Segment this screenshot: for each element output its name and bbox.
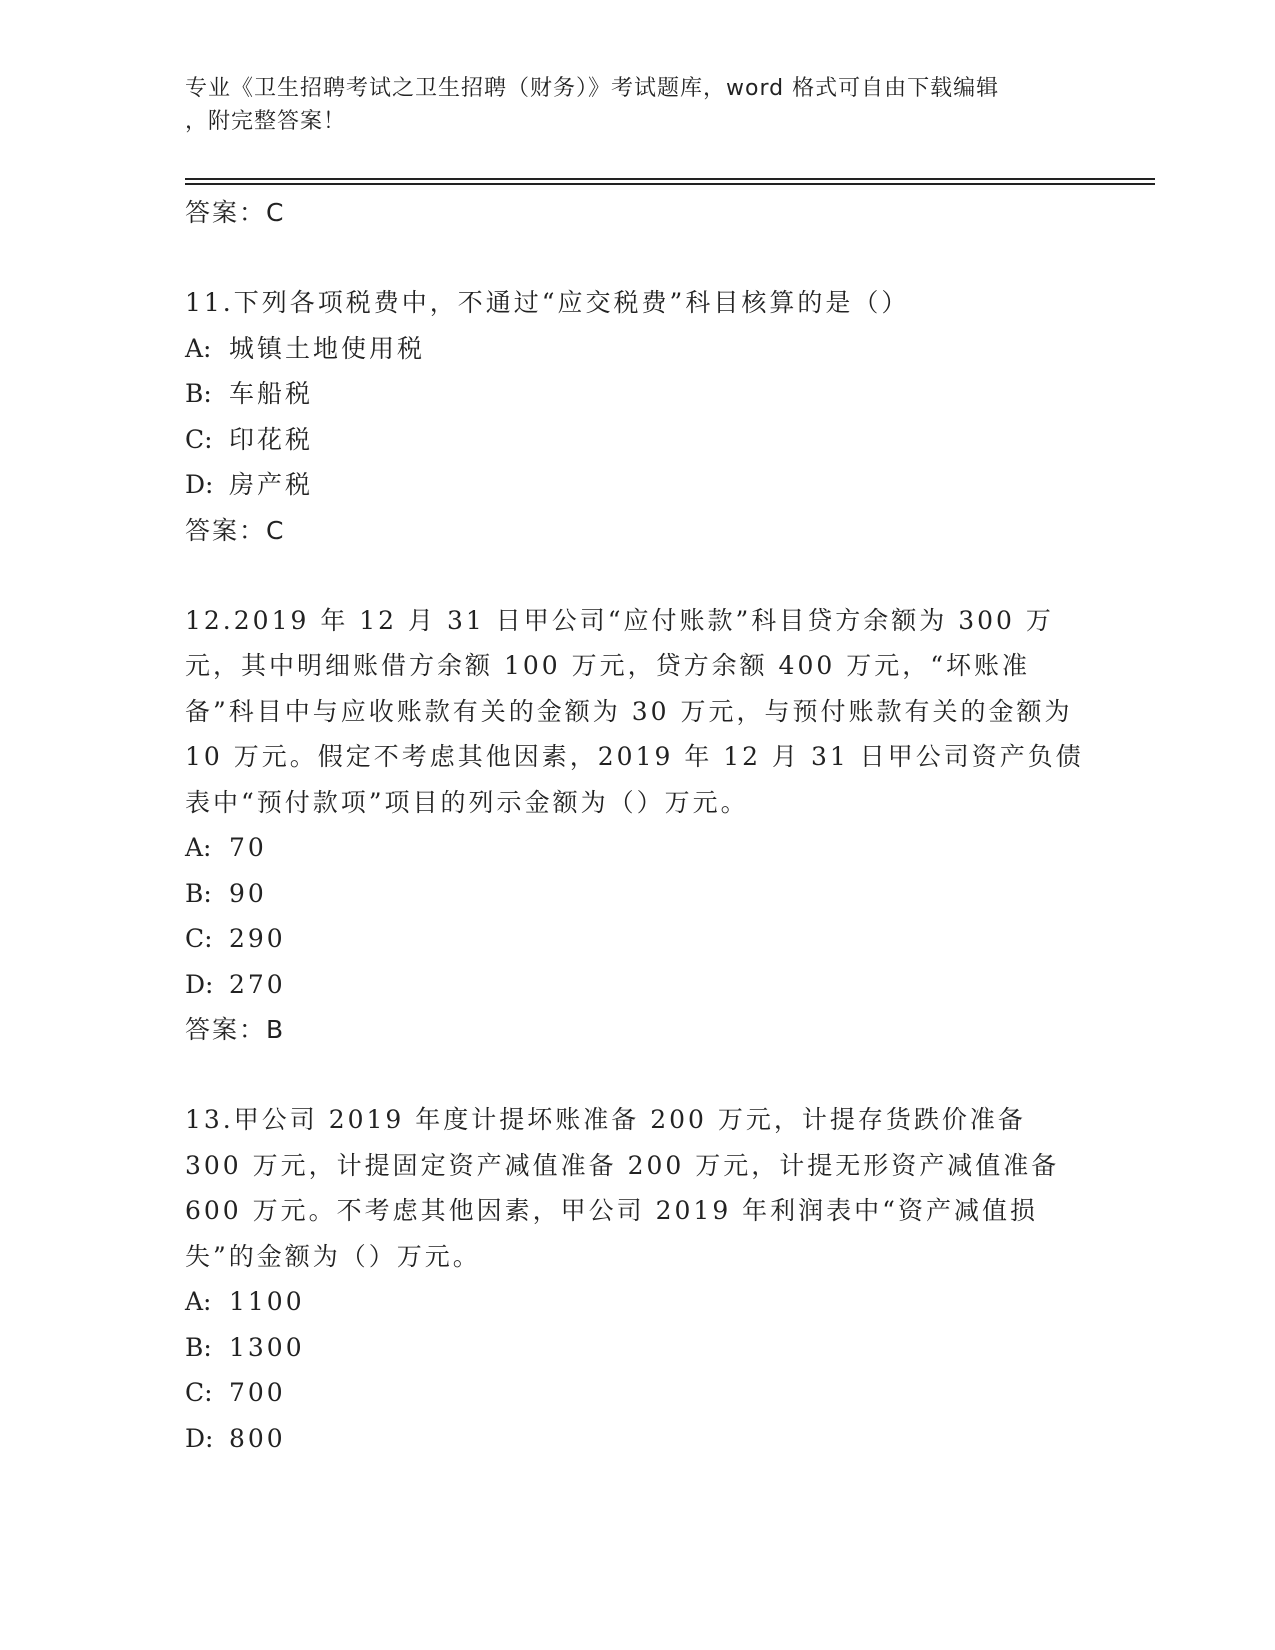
question-11	[185, 280, 1085, 554]
option-label: D:	[185, 1423, 214, 1453]
option-label: A:	[185, 833, 212, 862]
option-d	[185, 962, 1085, 1008]
option-d	[185, 462, 1085, 508]
option-text: 1300	[229, 1332, 305, 1362]
option-label: C:	[185, 1378, 213, 1407]
option-text: 城镇土地使用税	[229, 333, 426, 363]
option-label: C:	[185, 924, 213, 953]
previous-answer: 答案：C	[185, 198, 286, 227]
document-body	[185, 188, 1085, 1461]
header-line-2: ，附完整答案！	[185, 109, 347, 134]
header-line-1: 专业《卫生招聘考试之卫生招聘（财务）》考试题库，word 格式可自由下载编辑	[185, 76, 1000, 101]
option-a	[185, 825, 1085, 871]
question-stem: 12.2019 年 12 月 31 日甲公司“应付账款”科目贷方余额为 300 万元，其中明细账借方余额 100 万元，贷方余额 400 万元，“坏账准备”科目中与应收账款有关的金额为 30 万元，与预付账款有关的金额为 10 万元。假定不考虑其他因素，2019 年 12 月 31 日甲公司资产负债表中“预付款项”项目的列示金额为（）万元。	[185, 605, 1084, 817]
option-text: 90	[229, 878, 267, 908]
question-12	[185, 598, 1085, 1054]
option-a	[185, 1279, 1085, 1325]
question-answer: 答案：C	[185, 515, 286, 545]
option-text: 车船税	[229, 379, 314, 408]
document-header	[185, 72, 1065, 138]
option-text: 1100	[229, 1287, 305, 1316]
option-text: 印花税	[229, 424, 314, 454]
option-label: D:	[185, 969, 214, 999]
question-answer: 答案：B	[185, 1015, 286, 1044]
header-divider-top	[185, 178, 1155, 180]
option-d	[185, 1416, 1085, 1462]
option-c	[185, 1370, 1085, 1416]
header-divider-bottom	[185, 183, 1155, 185]
option-label: A:	[185, 333, 212, 363]
option-b	[185, 871, 1085, 917]
option-label: D:	[185, 470, 214, 499]
option-label: B:	[185, 878, 212, 908]
question-stem: 13.甲公司 2019 年度计提坏账准备 200 万元，计提存货跌价准备 300 万元，计提固定资产减值准备 200 万元，计提无形资产减值准备 600 万元。不考虑其他因素，甲公司 2019 年利润表中“资产减值损失”的金额为（）万元。	[185, 1105, 1060, 1271]
question-13	[185, 1097, 1085, 1461]
option-text: 290	[229, 924, 286, 953]
option-label: B:	[185, 1332, 212, 1362]
option-c	[185, 916, 1085, 962]
option-b	[185, 371, 1085, 417]
option-text: 70	[229, 833, 267, 862]
option-text: 房产税	[229, 470, 314, 499]
option-label: C:	[185, 424, 213, 454]
option-c	[185, 417, 1085, 463]
option-text: 800	[229, 1423, 286, 1453]
option-label: B:	[185, 379, 212, 408]
option-text: 700	[229, 1378, 286, 1407]
option-a	[185, 326, 1085, 372]
option-b	[185, 1325, 1085, 1371]
option-text: 270	[229, 969, 286, 999]
option-label: A:	[185, 1287, 212, 1316]
question-stem: 11.下列各项税费中，不通过“应交税费”科目核算的是（）	[185, 288, 910, 317]
